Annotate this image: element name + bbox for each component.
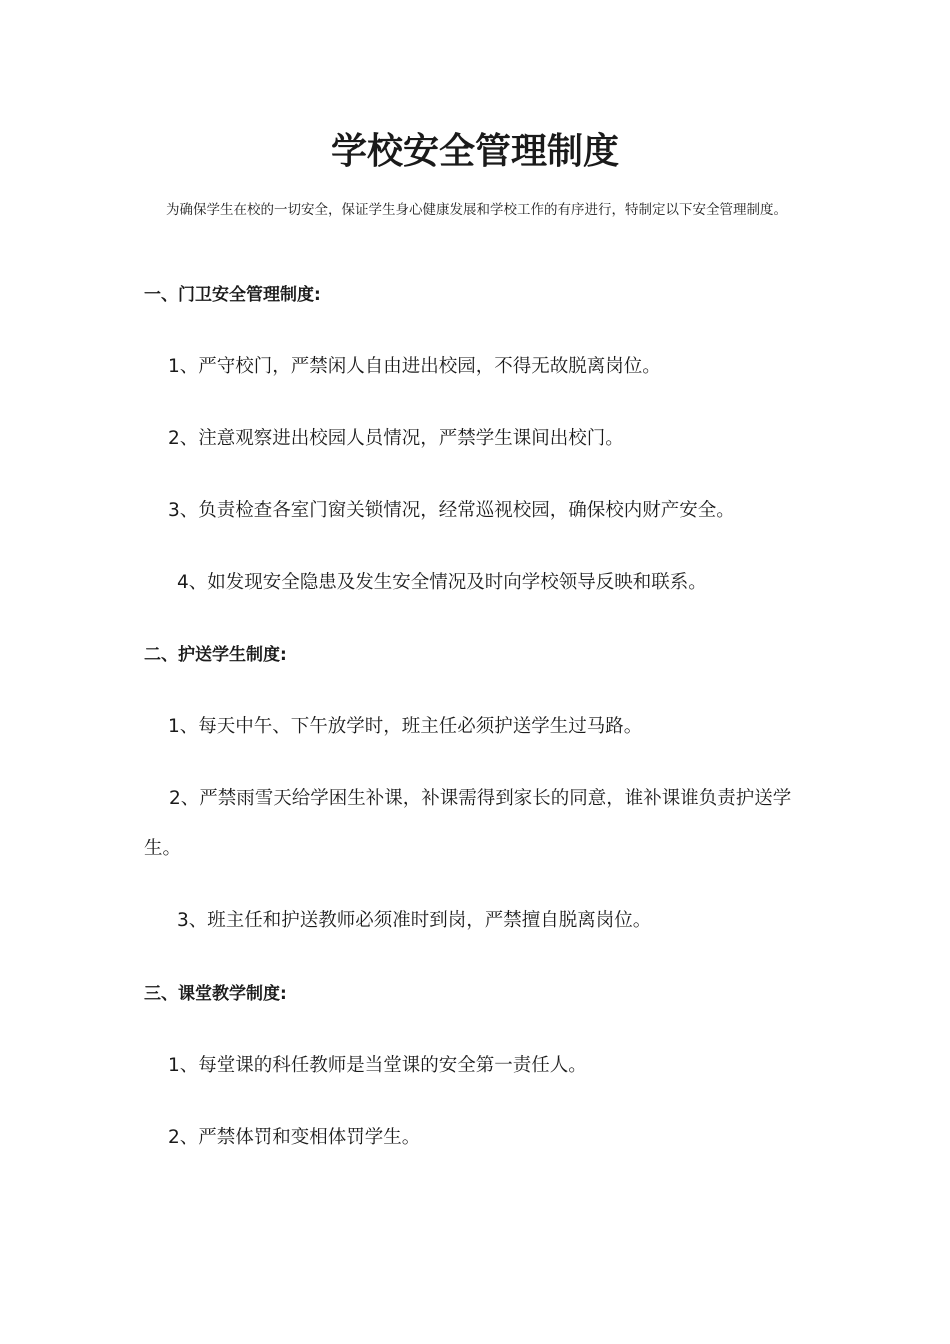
section-heading-escort: 二、护送学生制度:	[144, 645, 287, 665]
list-item: 1、每天中午、下午放学时，班主任必须护送学生过马路。	[168, 716, 643, 737]
list-item: 1、每堂课的科任教师是当堂课的安全第一责任人。	[168, 1055, 587, 1076]
document-title: 学校安全管理制度	[330, 131, 619, 172]
intro-paragraph: 为确保学生在校的一切安全，保证学生身心健康发展和学校工作的有序进行，特制定以下安全管理制度。	[166, 202, 787, 218]
list-item: 3、负责检查各室门窗关锁情况，经常巡视校园，确保校内财产安全。	[168, 500, 735, 521]
list-item: 1、严守校门，严禁闲人自由进出校园，不得无故脱离岗位。	[168, 356, 661, 377]
list-item: 2、严禁体罚和变相体罚学生。	[168, 1127, 421, 1148]
section-heading-gate: 一、门卫安全管理制度:	[144, 285, 321, 305]
list-item: 2、严禁雨雪天给学困生补课，补课需得到家长的同意，谁补课谁负责护送学生。	[144, 788, 792, 859]
list-item: 4、如发现安全隐患及发生安全情况及时向学校领导反映和联系。	[177, 572, 707, 593]
section-heading-classroom: 三、课堂教学制度:	[144, 984, 287, 1004]
list-item: 2、注意观察进出校园人员情况，严禁学生课间出校门。	[168, 428, 624, 449]
list-item: 3、班主任和护送教师必须准时到岗，严禁擅自脱离岗位。	[177, 910, 652, 931]
